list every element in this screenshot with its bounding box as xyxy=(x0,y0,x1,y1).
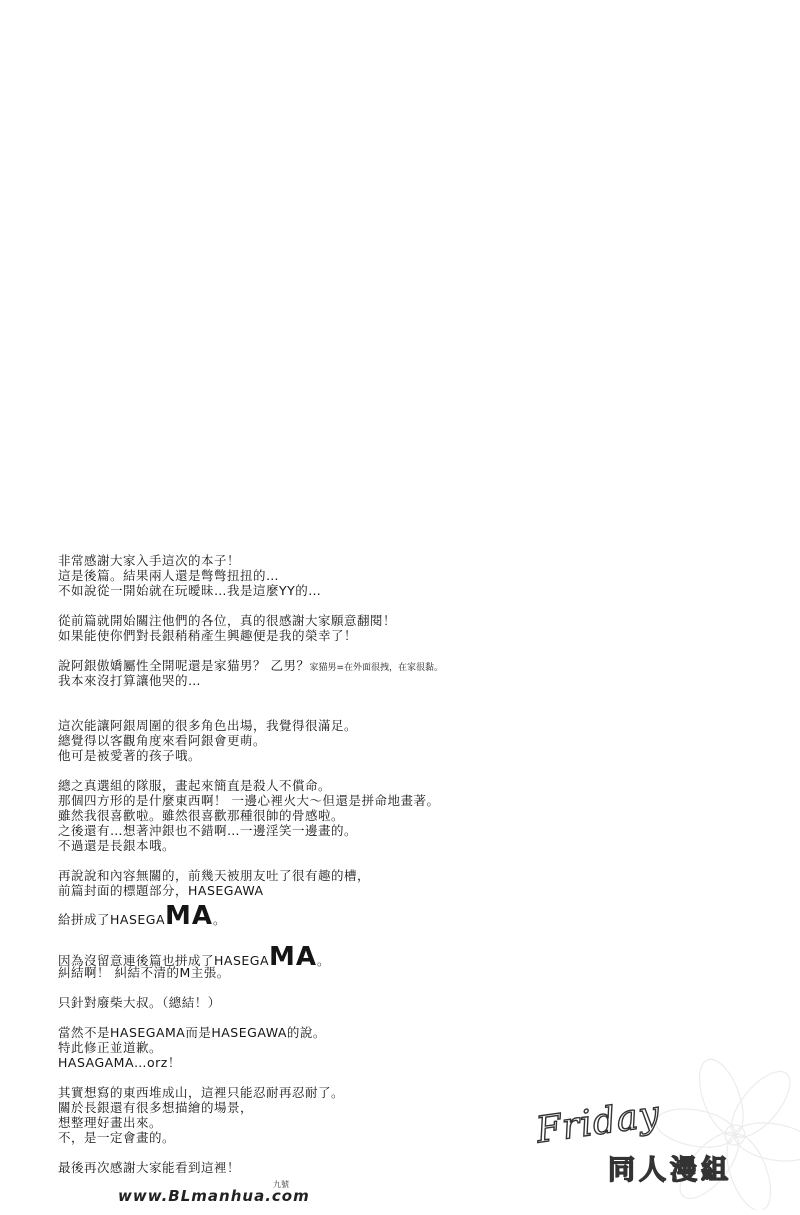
text-line: HASAGAMA…orz！ xyxy=(58,1055,181,1070)
text-line-end: 。 xyxy=(317,953,331,968)
text-line-end: 。 xyxy=(213,912,227,927)
brand-logo-title: Friday xyxy=(533,1093,663,1152)
text-line: 總覺得以客觀角度來看阿銀會更萌。 xyxy=(58,733,267,748)
text-line-note: 家猫男=在外面很拽，在家很黏。 xyxy=(309,663,444,673)
text-line: 最後再次感謝大家能看到這裡！ xyxy=(58,1160,241,1175)
text-line: 其實想寫的東西堆成山，這裡只能忍耐再忍耐了。 xyxy=(58,1085,345,1100)
text-line: 非常感謝大家入手這次的本子！ xyxy=(58,553,241,568)
text-line: 從前篇就開始關注他們的各位，真的很感謝大家願意翻閱！ xyxy=(58,613,397,628)
text-line: 糾結啊！ 糾結不清的M主張。 xyxy=(58,965,230,980)
text-line: 這是後篇。結果兩人還是彆彆扭扭的… xyxy=(58,568,280,583)
brand-logo-subtitle: 同人漫組 xyxy=(608,1155,732,1186)
text-line: 那個四方形的是什麼東西啊！ 一邊心裡火大～但還是拼命地畫著。 xyxy=(58,793,440,808)
emphasis-ma: MA xyxy=(269,942,318,972)
text-line: 不，是一定會畫的。 xyxy=(58,1130,176,1145)
text-line: 總之真選組的隊服，畫起來簡直是殺人不償命。 xyxy=(58,778,332,793)
site-url: www.BLmanhua.com xyxy=(118,1187,310,1205)
site-mark: 九號 xyxy=(273,1180,289,1189)
text-line: 想整理好畫出來。 xyxy=(58,1115,163,1130)
emphasis-ma: MA xyxy=(165,901,214,931)
afterword-text xyxy=(58,553,578,1175)
text-line-main: 給拼成了HASEGA xyxy=(58,912,166,927)
text-line xyxy=(58,898,578,931)
text-line: 他可是被愛著的孩子哦。 xyxy=(58,748,202,763)
text-line: 雖然我很喜歡啦。雖然很喜歡那種很帥的骨感啦。 xyxy=(58,808,345,823)
text-line: 如果能使你們對長銀稍稍產生興趣便是我的榮幸了！ xyxy=(58,628,358,643)
text-line: 這次能讓阿銀周圍的很多角色出場，我覺得很滿足。 xyxy=(58,718,358,733)
text-line: 前篇封面的標題部分，HASEGAWA xyxy=(58,883,264,898)
text-line: 再說說和內容無關的，前幾天被朋友吐了很有趣的槽， xyxy=(58,868,371,883)
text-line-main: 因為沒留意連後篇也拼成了HASEGA xyxy=(58,953,270,968)
text-line xyxy=(58,658,578,673)
text-line: 我本來沒打算讓他哭的… xyxy=(58,673,202,688)
text-line: 關於長銀還有很多想描繪的場景， xyxy=(58,1100,254,1115)
text-line-main: 說阿銀傲嬌屬性全開呢還是家猫男？ 乙男？ xyxy=(58,658,310,673)
text-line: 不過還是長銀本哦。 xyxy=(58,838,176,853)
text-line: 當然不是HASEGAMA而是HASEGAWA的說。 xyxy=(58,1025,326,1040)
text-line: 不如說從一開始就在玩曖昧…我是這麼YY的… xyxy=(58,583,322,598)
text-line: 特此修正並道歉。 xyxy=(58,1040,163,1055)
text-line: 只針對廢柴大叔。（總結！） xyxy=(58,995,221,1010)
text-line: 之後還有…想著沖銀也不錯啊…一邊淫笑一邊畫的。 xyxy=(58,823,358,838)
text-line xyxy=(58,939,578,972)
